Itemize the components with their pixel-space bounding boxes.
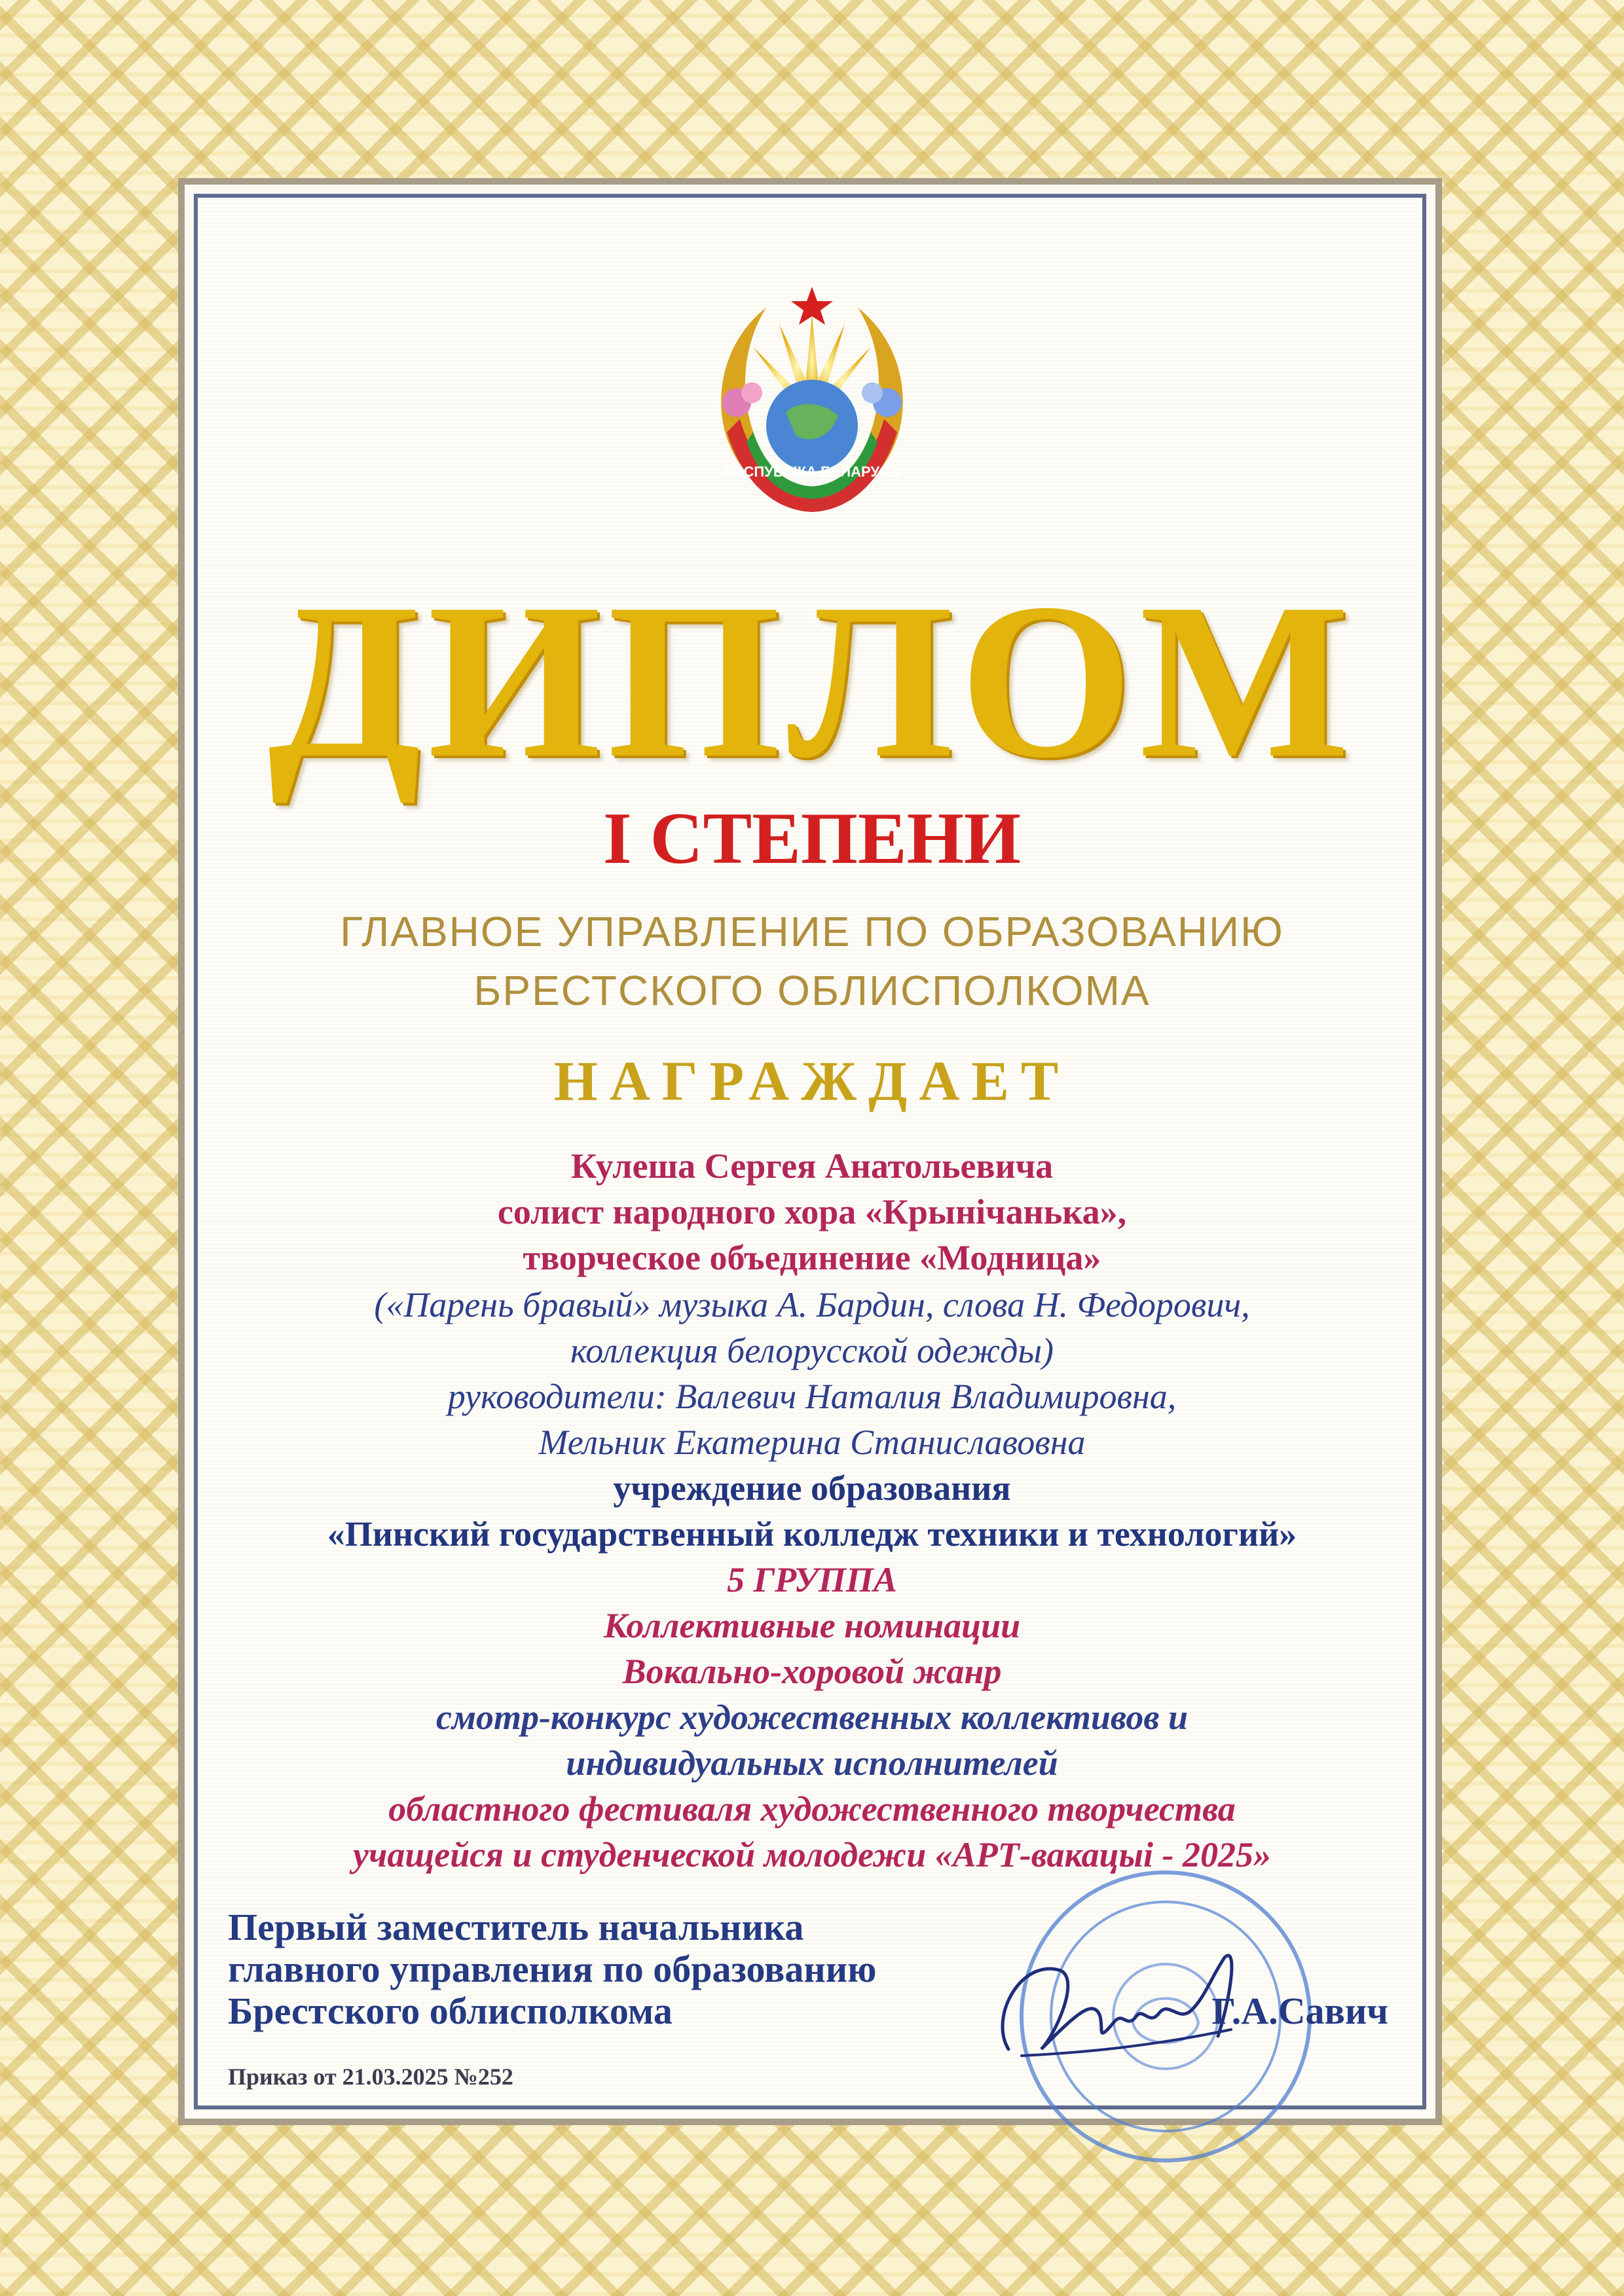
signatory-position-line-3: Брестского облисполкома: [228, 1990, 673, 2032]
awards-heading: НАГРАЖДАЕТ: [553, 1049, 1071, 1112]
organization-line-2: БРЕСТСКОГО ОБЛИСПОЛКОМА: [473, 967, 1151, 1014]
festival-line-2: учащейся и студенческой молодежи «АРТ-вакацыі - 2025»: [353, 1835, 1271, 1874]
institution-line-1: учреждение образования: [613, 1468, 1011, 1508]
group-label: 5 ГРУППА: [727, 1560, 897, 1599]
recipient-name: Кулеша Сергея Анатольевича: [570, 1146, 1054, 1186]
signatory-position: [228, 1906, 1014, 2032]
description-line-1: («Парень бравый» музыка А. Бардин, слова Н. Федорович,: [374, 1285, 1250, 1324]
diploma-title: ДИПЛОМ: [268, 557, 1356, 804]
contest-line-2: индивидуальных исполнителей: [566, 1743, 1058, 1783]
order-reference: Приказ от 21.03.2025 №252: [228, 2064, 513, 2090]
belarus-coat-of-arms-icon: [681, 268, 943, 530]
description-line-3: руководители: Валевич Наталия Владимировна,: [447, 1377, 1177, 1416]
description-line-2: коллекция белорусской одежды): [570, 1331, 1054, 1370]
signatory-position-line-2: главного управления по образованию: [228, 1948, 877, 1990]
organization-line-1: ГЛАВНОЕ УПРАВЛЕНИЕ ПО ОБРАЗОВАНИЮ: [340, 908, 1284, 955]
emblem-ribbon-text: РЭСПУБЛІКА БЕЛАРУСЬ: [724, 464, 900, 480]
signatory-name: Г.А.Савич: [1211, 1990, 1388, 2032]
contest-line-1: смотр-конкурс художественных коллективов и: [435, 1698, 1188, 1737]
signatory-position-line-1: Первый заместитель начальника: [228, 1906, 804, 1948]
diploma-degree: I СТЕПЕНИ: [603, 798, 1021, 879]
festival-line-1: областного фестиваля художественного творчества: [388, 1789, 1236, 1829]
nomination-line-1: Коллективные номинации: [603, 1606, 1021, 1645]
description-line-4: Мельник Екатерина Станиславовна: [538, 1423, 1086, 1462]
recipient-role: солист народного хора «Крынічанька»,: [497, 1192, 1127, 1231]
recipient-association: творческое объединение «Модница»: [523, 1238, 1101, 1277]
institution-line-2: «Пинский государственный колледж техники и технологий»: [327, 1514, 1297, 1554]
nomination-line-2: Вокально-хоровой жанр: [622, 1652, 1002, 1691]
